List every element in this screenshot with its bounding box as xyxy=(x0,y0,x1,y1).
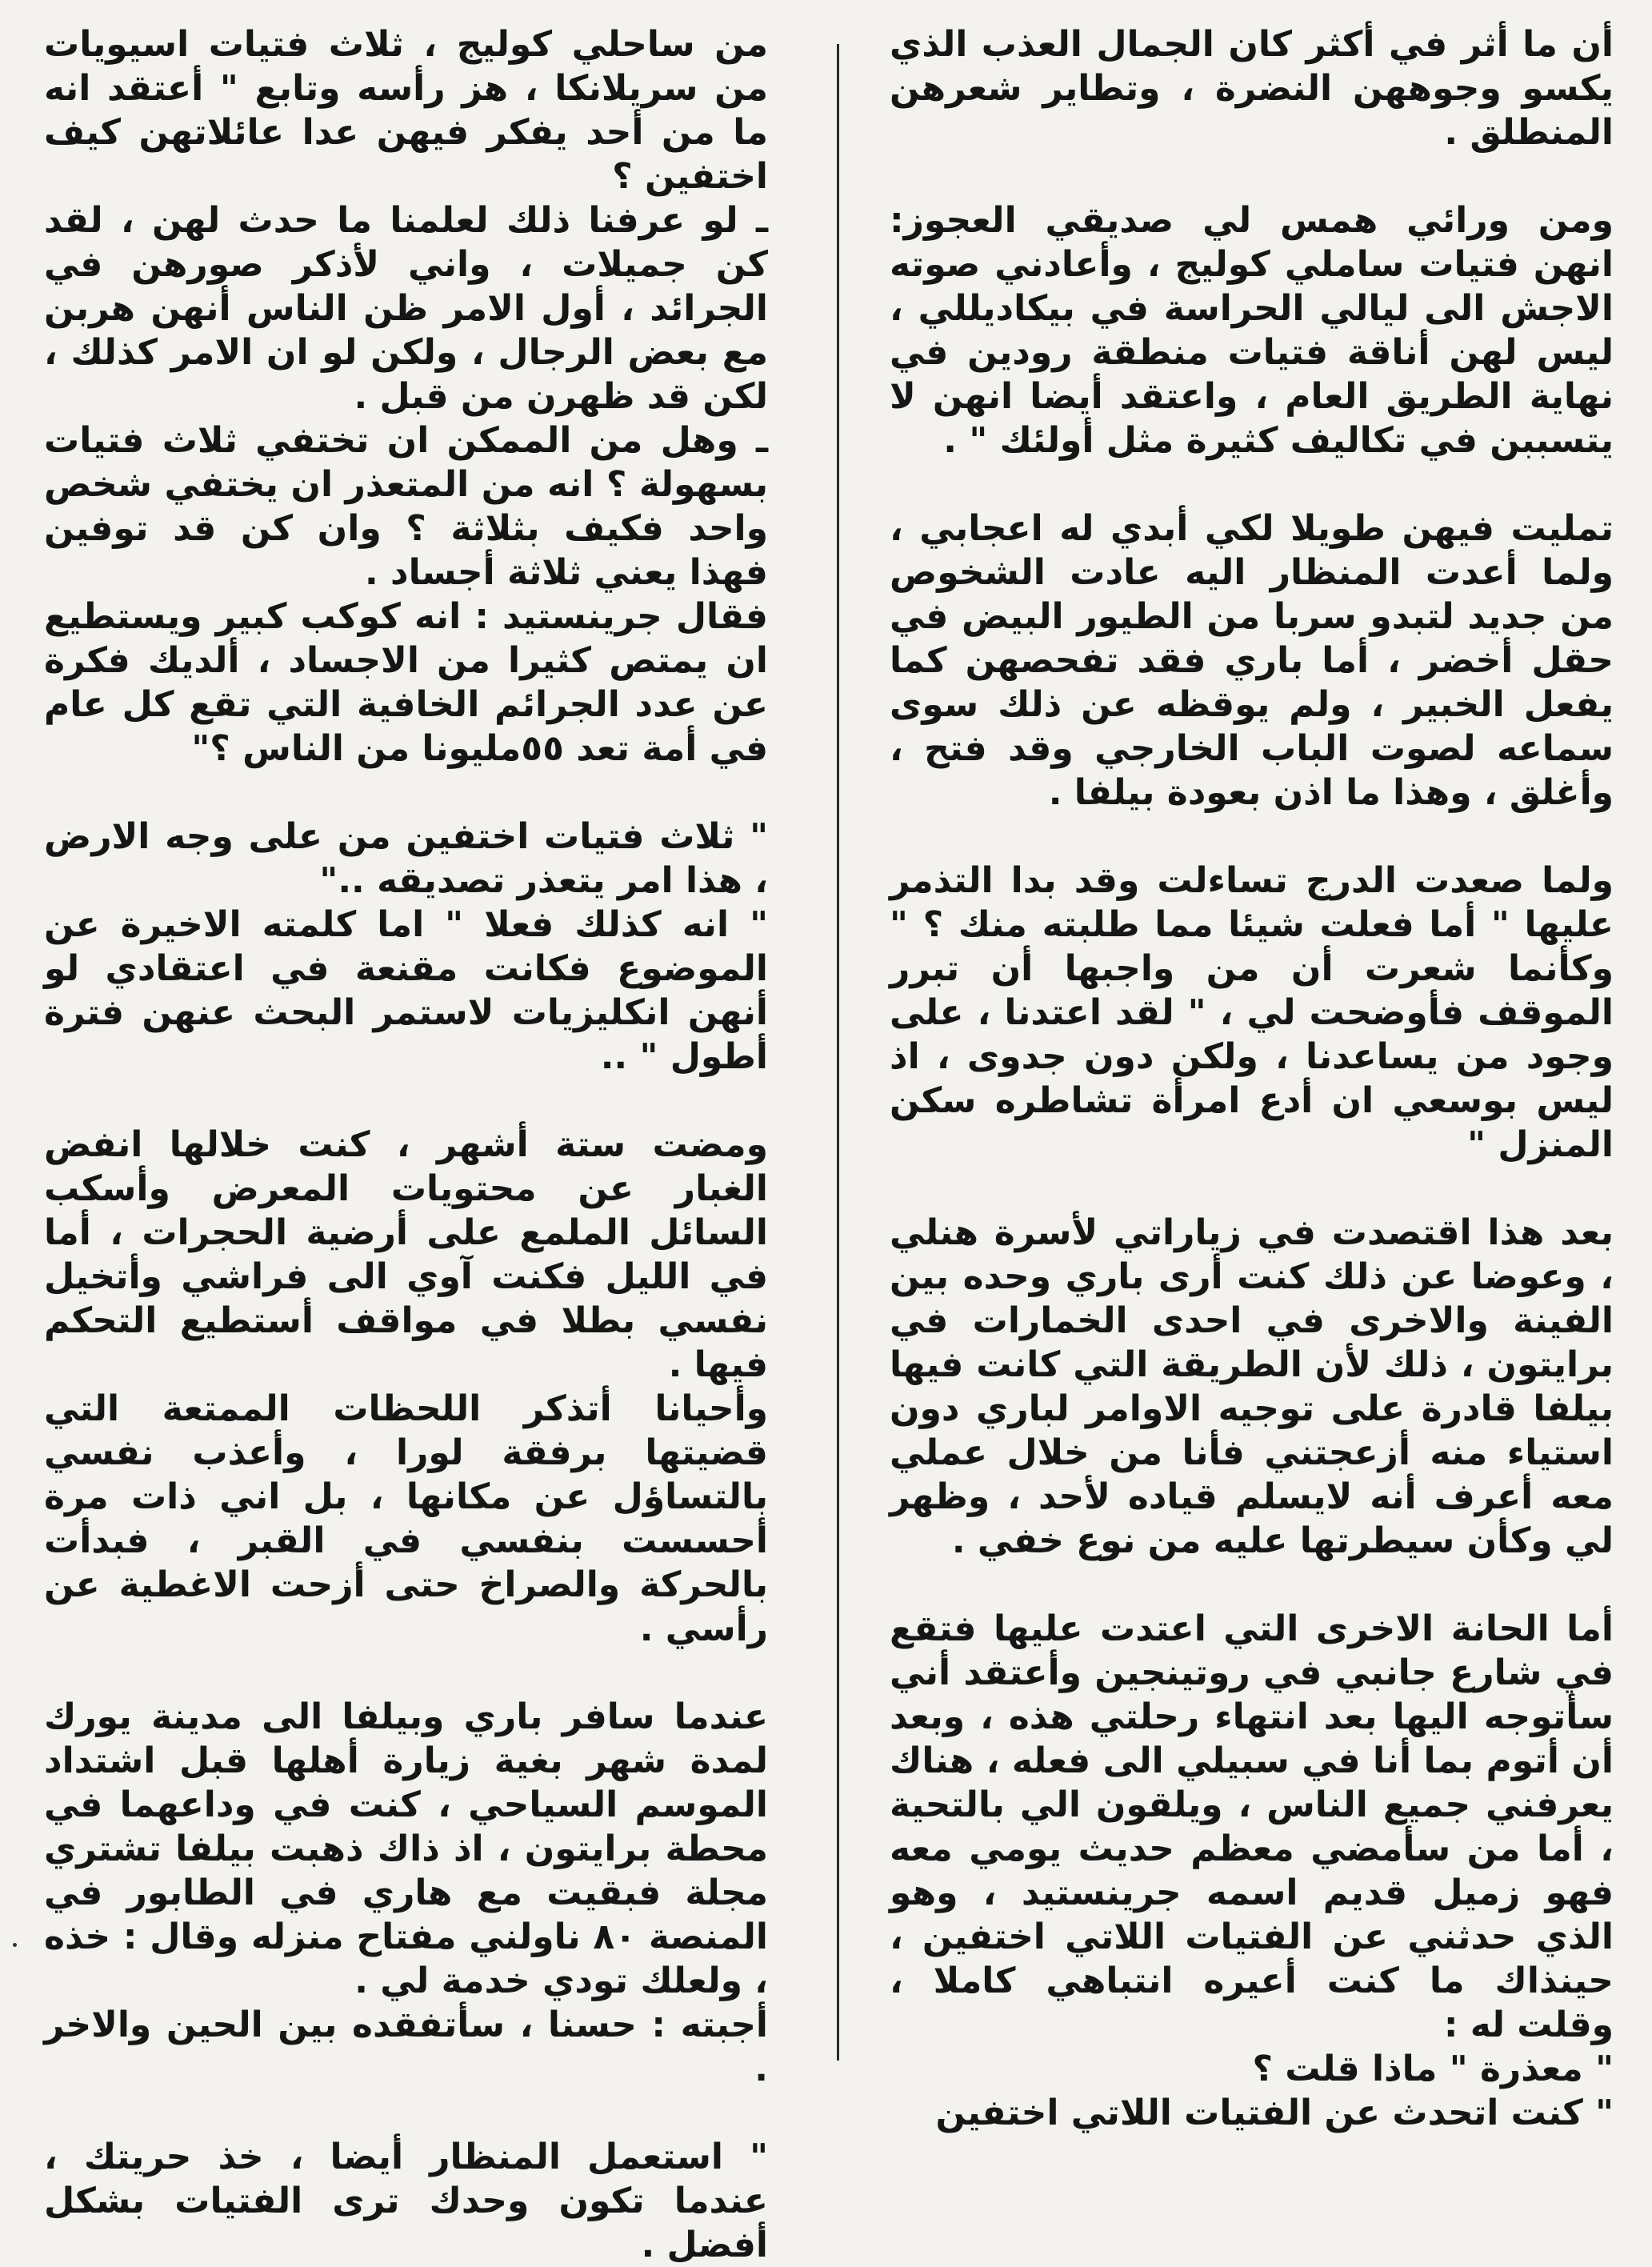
paragraph: ومن ورائي همس لي صديقي العجوز: انهن فتيات ساملي كوليج ، وأعادني صوته الاجش الى ليالي الحراسة في بيكاديللي ، ليس لهن أناقة فتيات منطقة رودين في نهاية الطريق العام ، واعتقد أيضا انهن لا يتسببن في تكاليف كثيرة مثل أولئك " . xyxy=(890,200,1614,461)
paragraph: " انه كذلك فعلا " اما كلمته الاخيرة عن الموضوع فكانت مقنعة في اعتقادي لو أنهن انكليزيات لاستمر البحث عنهن فترة أطول " .. xyxy=(44,904,768,1077)
paragraph: " استعمل المنظار أيضا ، خذ حريتك ، عندما تكون وحدك ترى الفتيات بشكل أفضل . xyxy=(44,2137,768,2265)
paragraph: وأحيانا أتذكر اللحظات الممتعة التي قضيتها برفقة لورا ، وأعذب نفسي بالتساؤل عن مكانها ، بل اني ذات مرة أحسست بنفسي في القبر ، فبدأت بالحركة والصراخ حتى أزحت الاغطية عن رأسي . xyxy=(44,1388,768,1649)
paragraph: " كنت اتحدث عن الفتيات اللاتي اختفين xyxy=(935,2093,1614,2133)
paragraph: من ساحلي كوليج ، ثلاث فتيات اسيويات من سريلانكا ، هز رأسه وتابع " أعتقد انه ما من أحد يفكر فيهن عدا عائلاتهن كيف اختفين ؟ xyxy=(44,24,768,197)
paragraph: ـ لو عرفنا ذلك لعلمنا ما حدث لهن ، لقد كن جميلات ، واني لأذكر صورهن في الجرائد ، أول الامر ظن الناس أنهن هربن مع بعض الرجال ، ولكن لو ان الامر كذلك ، لكن قد ظهرن من قبل . xyxy=(44,200,768,417)
paragraph: ـ وهل من الممكن ان تختفي ثلاث فتيات بسهولة ؟ انه من المتعذر ان يختفي شخص واحد فكيف بثلاثة ؟ وان كن قد توفين فهذا يعني ثلاثة أجساد . xyxy=(44,420,768,593)
right-column xyxy=(890,22,1614,2135)
paragraph: ومضت ستة أشهر ، كنت خلالها انفض الغبار عن محتويات المعرض وأسكب السائل الملمع على أرضية الحجرات ، أما في الليل فكنت آوي الى فراشي وأتخيل نفسي بطلا في مواقف أستطيع التحكم فيها . xyxy=(44,1124,768,1385)
paragraph: ولما صعدت الدرج تساءلت وقد بدا التذمر عليها " أما فعلت شيئا مما طلبته منك ؟ " وكأنما شعرت أن من واجبها أن تبرر الموقف فأوضحت لي ، " لقد اعتدنا ، على وجود من يساعدنا ، ولكن دون جدوى ، اذ ليس بوسعي ان أدع امرأة تشاطره سكن المنزل " xyxy=(890,860,1614,1165)
column-divider xyxy=(837,44,839,2061)
paragraph: " ثلاث فتيات اختفين من على وجه الارض ، هذا امر يتعذر تصديقه .." xyxy=(44,816,768,901)
paragraph: بعد هذا اقتصدت في زياراتي لأسرة هنلي ، وعوضا عن ذلك كنت أرى باري وحده بين الفينة والاخرى في احدى الخمارات في برايتون ، ذلك لأن الطريقة التي كانت فيها بيلفا قادرة على توجيه الاوامر لباري دون استياء منه أزعجتني فأنا من خلال عملي معه أعرف أنه لايسلم قياده لأحد ، وظهر لي وكأن سيطرتها عليه من نوع خفي . xyxy=(890,1212,1614,1561)
scan-speck xyxy=(13,1943,17,1947)
left-column xyxy=(44,22,768,2267)
paragraph: " معذرة " ماذا قلت ؟ xyxy=(1252,2049,1614,2089)
paragraph: فقال جرينستيد : انه كوكب كبير ويستطيع ان يمتص كثيرا من الاجساد ، ألديك فكرة عن عدد الجرائم الخافية التي تقع كل عام في أمة تعد ٥٥مليونا من الناس ؟" xyxy=(44,596,768,769)
paragraph: أن ما أثر في أكثر كان الجمال العذب الذي يكسو وجوههن النضرة ، وتطاير شعرهن المنطلق . xyxy=(890,24,1614,153)
paragraph: عندما سافر باري وبيلفا الى مدينة يورك لمدة شهر بغية زيارة أهلها قبل اشتداد الموسم السياحي ، كنت في وداعهما في محطة برايتون ، اذ ذاك ذهبت بيلفا تشتري مجلة فبقيت مع هاري في الطابور في المنصة ٨٠ ناولني مفتاح منزله وقال : خذه ، ولعلك تودي خدمة لي . xyxy=(44,1696,768,2001)
paragraph: أما الحانة الاخرى التي اعتدت عليها فتقع في شارع جانبي في روتينجين وأعتقد أني سأتوجه اليها بعد انتهاء رحلتي هذه ، وبعد أن أتوم بما أنا في سبيلي الى فعله ، هناك يعرفني جميع الناس ، ويلقون الي بالتحية ، أما من سأمضي معظم حديث يومي معه فهو زميل قديم اسمه جرينستيد ، وهو الذي حدثني عن الفتيات اللاتي اختفين ، حينذاك ما كنت أعيره انتباهي كاملا ، وقلت له : xyxy=(890,1608,1614,2045)
paragraph: تمليت فيهن طويلا لكي أبدي له اعجابي ، ولما أعدت المنظار اليه عادت الشخوص من جديد لتبدو سربا من الطيور البيض في حقل أخضر ، أما باري فقد تفحصهن كما يفعل الخبير ، ولم يوقظه عن ذلك سوى سماعه لصوت الباب الخارجي وقد فتح ، وأغلق ، وهذا ما اذن بعودة بيلفا . xyxy=(890,508,1614,813)
paragraph: أجبته : حسنا ، سأتفقده بين الحين والاخر . xyxy=(44,2005,768,2089)
